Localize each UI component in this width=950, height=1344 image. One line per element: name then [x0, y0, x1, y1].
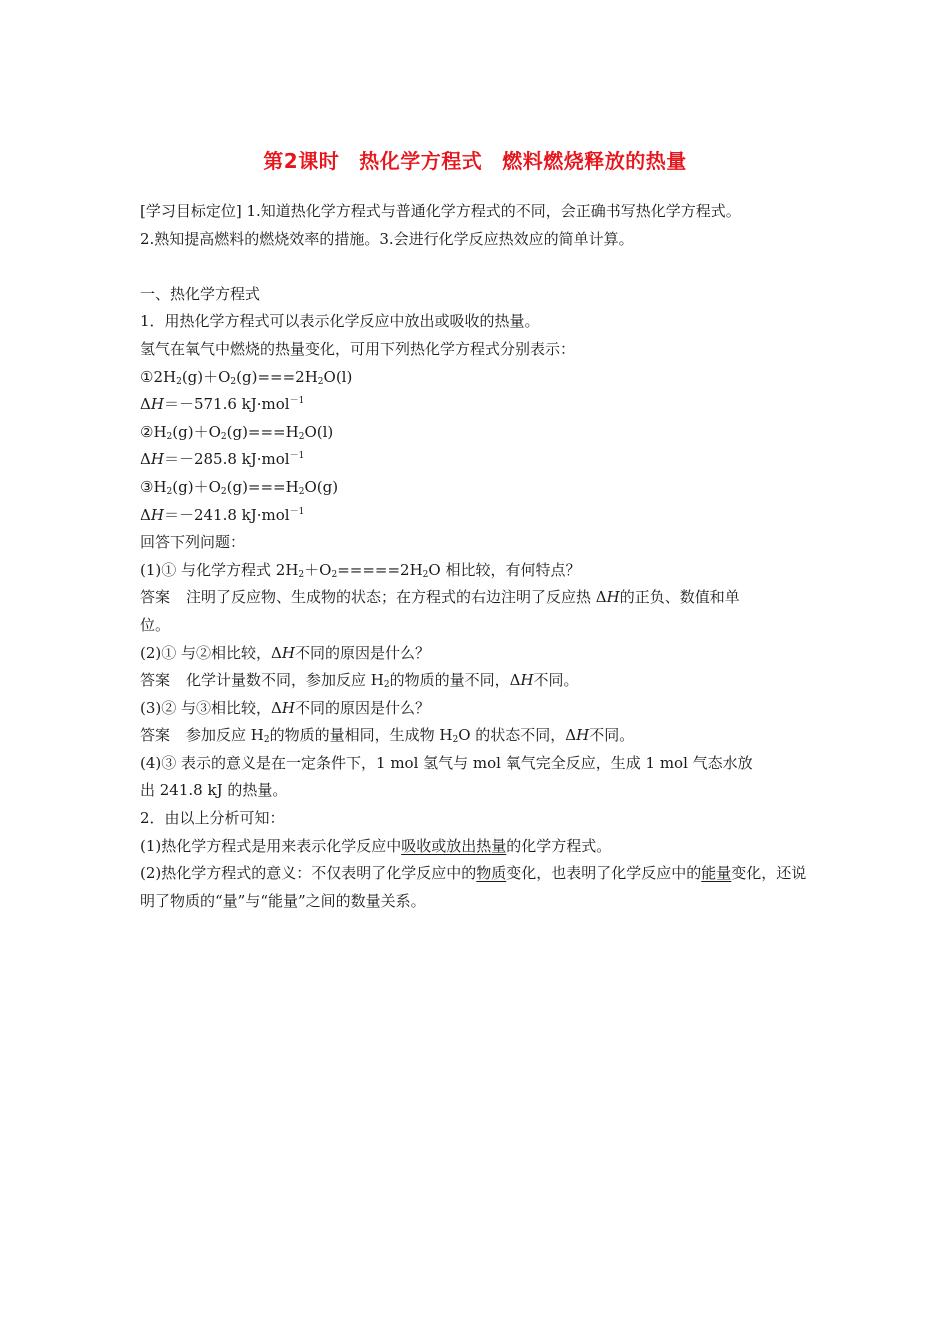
equation-3: $③H_2(g)+O_2(g)===H_2O(g)$ [140, 477, 339, 497]
title-topic: 热化学方程式 [359, 149, 483, 173]
objectives-text-1: 1.知道热化学方程式与普通化学方程式的不同，会正确书写热化学方程式。 [241, 202, 741, 220]
questions-prompt: 回答下列问题： [140, 533, 246, 552]
equation-2: $②H_2(g)+O_2(g)===H_2O(l)$ [140, 422, 334, 442]
underlined-term: 吸收或放出热量 [401, 836, 507, 855]
answer-label: 答案 [140, 726, 171, 745]
question-2: (2)① 与②相比较，ΔH不同的原因是什么？ [140, 643, 430, 662]
section-2-heading: 2．由以上分析可知： [140, 809, 285, 828]
answer-2: 答案 化学计量数不同，参加反应 $H_2$的物质的量不同，ΔH不同。 [140, 671, 579, 691]
enthalpy-3: ΔH＝－241.8 kJ·mol$^{-1}$ [140, 505, 305, 524]
paragraph: 1．用热化学方程式可以表示化学反应中放出或吸收的热量。 [140, 312, 540, 331]
title-lesson: 第2课时 [263, 149, 340, 173]
question-4-cont: 出 241.8 kJ 的热量。 [140, 781, 288, 800]
section-heading: 一、热化学方程式 [140, 284, 261, 303]
document-body [140, 198, 820, 915]
answer-label: 答案 [140, 671, 171, 690]
objectives-label: [学习目标定位] [140, 202, 242, 220]
underlined-term: 能量 [701, 864, 732, 883]
objectives-line-1 [140, 198, 820, 226]
question-1: (1)① 与化学方程式 $2H_2+O_2=====2H_2O$ 相比较，有何特点？ [140, 560, 581, 580]
answer-1-cont: 位。 [140, 615, 171, 634]
paragraph: 氢气在氧气中燃烧的热量变化，可用下列热化学方程式分别表示： [140, 339, 576, 358]
objectives-text-2: 2.熟知提高燃料的燃烧效率的措施。3.会进行化学反应热效应的简单计算。 [140, 229, 634, 248]
enthalpy-2: ΔH＝－285.8 kJ·mol$^{-1}$ [140, 450, 305, 469]
summary-2: (2)热化学方程式的意义：不仅表明了化学反应中的物质变化，也表明了化学反应中的能量变化，还说明了物质的“量”与“能量”之间的数量关系。 [140, 864, 807, 910]
title-subtopic: 燃料燃烧释放的热量 [502, 149, 687, 173]
answer-3: 答案 参加反应 $H_2$的物质的量相同，生成物 $H_2O$ 的状态不同，ΔH不同。 [140, 726, 635, 746]
summary-1: (1)热化学方程式是用来表示化学反应中吸收或放出热量的化学方程式。 [140, 836, 612, 855]
answer-1: 答案 注明了反应物、生成物的状态；在方程式的右边注明了反应热 ΔH的正负、数值和单 [140, 588, 740, 607]
enthalpy-1: ΔH＝－571.6 kJ·mol$^{-1}$ [140, 395, 305, 414]
equation-1: $①2H_2(g)+O_2(g)===2H_2O(l)$ [140, 367, 353, 387]
objectives-line-2 [140, 226, 820, 254]
page-title [0, 145, 950, 174]
underlined-term: 物质 [476, 864, 507, 883]
question-3: (3)② 与③相比较，ΔH不同的原因是什么？ [140, 698, 430, 717]
question-4: (4)③ 表示的意义是在一定条件下，1 mol 氢气与 mol 氧气完全反应，生成 1 mol 气态水放 [140, 753, 753, 772]
answer-label: 答案 [140, 588, 171, 607]
